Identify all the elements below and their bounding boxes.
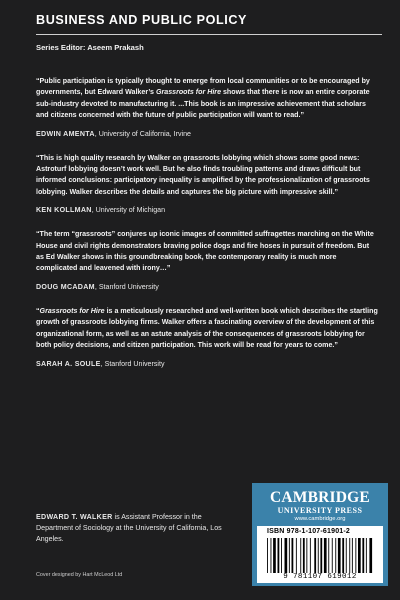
barcode-bar: [366, 538, 367, 574]
barcode-bar: [332, 538, 333, 574]
barcode-icon: [261, 538, 379, 582]
endorser-name: SARAH A. SOULE: [36, 359, 101, 368]
barcode-bar: [314, 538, 316, 574]
series-editor: Series Editor: Aseem Prakash: [36, 43, 144, 52]
cover-credit: Cover designed by Hart McLeod Ltd: [36, 572, 123, 578]
barcode-bar: [328, 538, 329, 574]
endorsement-quote: “Public participation is typically thought to emerge from local communities or to be encouraged by governments, but Edward Walker’s Grassroots for Hire shows that there is now an entire corporate sub-industry devoted to manufacturing it. ...This book is an impressive achievement that scholars and citizens concerned with the future of public participation will want to read.”: [36, 77, 370, 120]
endorser-affiliation: , Stanford University: [94, 282, 159, 291]
barcode-digits: 9 781107 619012: [261, 573, 379, 582]
barcode-bar: [349, 538, 350, 574]
barcode-bar: [289, 538, 290, 574]
publisher-subtitle: UNIVERSITY PRESS: [277, 506, 363, 515]
barcode-panel: [257, 526, 383, 583]
endorsement-quote: “Grassroots for Hire is a meticulously researched and well-written book which describes the startling growth of grassroots lobbying firms. Walker offers a fascinating overview of the development of this organizational form, as well as an astute analysis of the consequences of grassroots lobbying for both policy decisions, and citizen participation. This work will be read for years to come.”: [36, 306, 378, 350]
barcode-bar: [320, 538, 322, 574]
endorser-affiliation: , University of California, Irvine: [94, 129, 191, 138]
endorser-name: EDWIN AMENTA: [36, 129, 95, 138]
barcode-bar: [318, 538, 319, 574]
barcode-bar: [338, 538, 341, 574]
endorsement-quote: “The term “grassroots” conjures up iconic images of committed suffragettes marching on the White House and civil rights demonstrators braving police dogs and fire hoses in pursuit of freedom. But as Ed Walker shows in this groundbreaking book, the contemporary reality is much more complicated and leavened with irony…”: [36, 230, 374, 273]
barcode-bar: [300, 538, 301, 574]
publisher-url: www.cambridge.org: [294, 516, 346, 522]
barcode-bar: [285, 538, 288, 574]
barcode-bar: [358, 538, 361, 574]
barcode-bar: [296, 538, 297, 574]
barcode-bar: [306, 538, 307, 574]
header-divider: [36, 34, 382, 35]
endorsement-quote: “This is high quality research by Walker on grassroots lobbying which shows some good news: Astroturf lobbying doesn’t work well. But he also finds troubling patterns and draws difficult but informed conclusions: participatory inequality is amplified by the professionalization of grassroots lobbying. Walker describes the details and captures the big picture with impressive skill.”: [36, 153, 370, 196]
endorsements: [36, 76, 378, 383]
barcode-bar: [352, 538, 353, 574]
author-bio-text: is Assistant Professor in the Department of Sociology at the University of California, Los Angeles.: [36, 513, 222, 544]
endorsement-attribution: [36, 359, 378, 369]
author-bio: [36, 512, 236, 546]
barcode-bar: [335, 538, 336, 574]
barcode-bar: [324, 538, 327, 574]
barcode-bar: [346, 538, 347, 574]
barcode-bar: [303, 538, 305, 574]
endorsement-attribution: [36, 205, 378, 215]
barcode-bar: [273, 538, 276, 574]
barcode-bar: [362, 538, 364, 574]
barcode-bar: [292, 538, 294, 574]
barcode-bar: [355, 538, 356, 574]
barcode-bar: [271, 538, 272, 574]
barcode-bar: [369, 538, 372, 574]
barcode-bars: [261, 538, 379, 574]
barcode-bar: [342, 538, 344, 574]
isbn-label: ISBN 978-1-107-61901-2: [267, 528, 351, 535]
endorser-affiliation: , Stanford University: [100, 359, 165, 368]
endorser-affiliation: , University of Michigan: [91, 206, 166, 215]
endorser-name: DOUG MCADAM: [36, 282, 95, 291]
barcode-bar: [278, 538, 280, 574]
publisher-name: CAMBRIDGE: [270, 489, 370, 506]
barcode-bar: [310, 538, 311, 574]
publisher-box: [252, 483, 388, 586]
series-title: BUSINESS AND PUBLIC POLICY: [36, 13, 248, 27]
author-name: EDWARD T. WALKER: [36, 513, 113, 521]
endorsement-attribution: [36, 129, 378, 139]
barcode-bar: [281, 538, 282, 574]
endorsement-attribution: [36, 282, 378, 292]
endorser-name: KEN KOLLMAN: [36, 206, 92, 215]
barcode-bar: [267, 538, 268, 574]
